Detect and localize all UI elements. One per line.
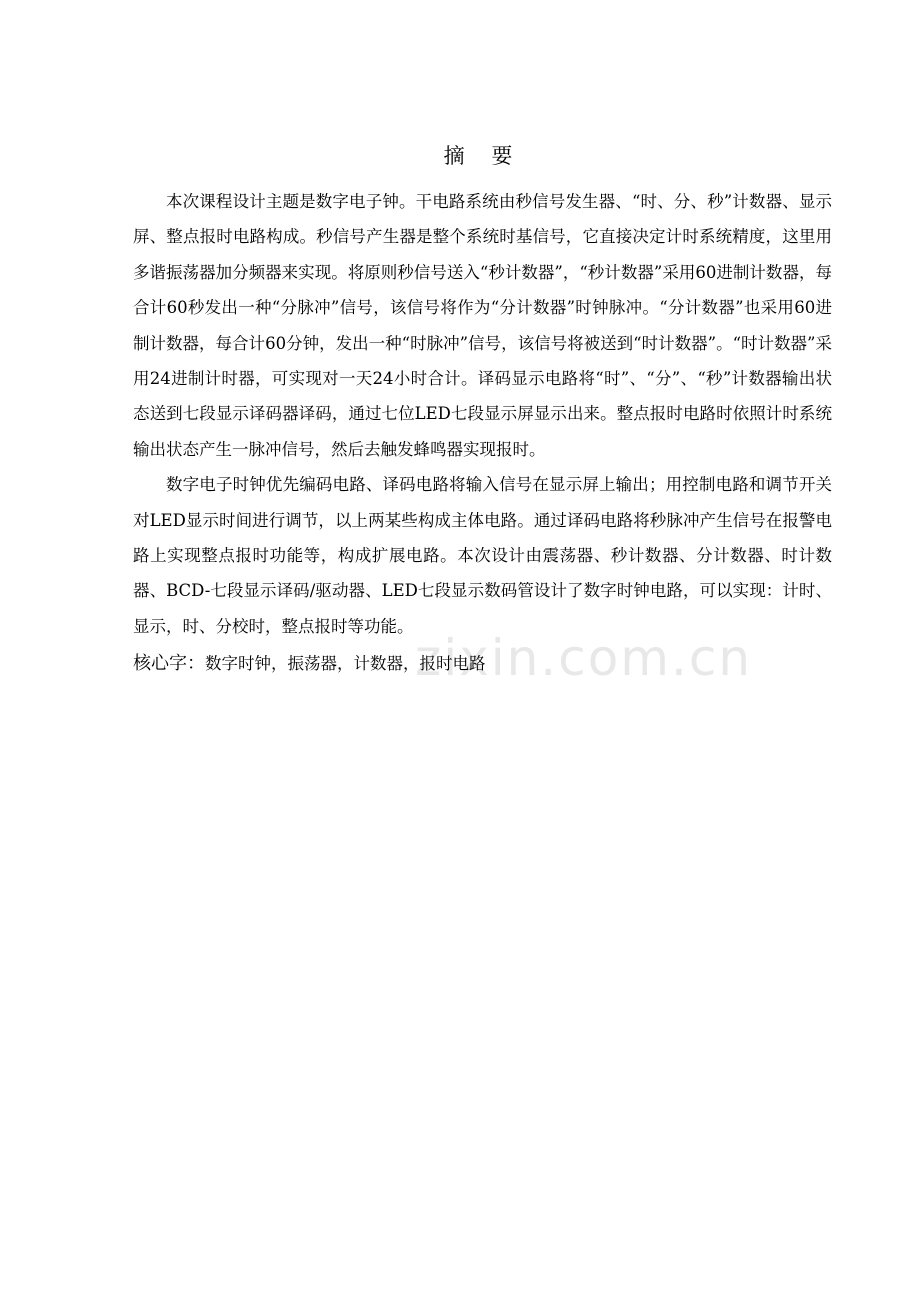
abstract-body — [133, 184, 832, 682]
abstract-paragraph-1: 本次课程设计主题是数字电子钟。干电路系统由秒信号发生器、“时、分、秒”计数器、显示屏、整点报时电路构成。秒信号产生器是整个系统时基信号，它直接决定计时系统精度，这里用多谐振荡器加分频器来实现。将原则秒信号送入“秒计数器”，“秒计数器”采用60进制计数器，每合计60秒发出一种“分脉冲”信号，该信号将作为“分计数器”时钟脉冲。“分计数器”也采用60进制计数器，每合计60分钟，发出一种“时脉冲”信号，该信号将被送到“时计数器”。“时计数器”采用24进制计时器，可实现对一天24小时合计。译码显示电路将“时”、“分”、“秒”计数器输出状态送到七段显示译码器译码，通过七位LED七段显示屏显示出来。整点报时电路时依照计时系统输出状态产生一脉冲信号，然后去触发蜂鸣器实现报时。 — [133, 192, 832, 459]
page-title: 摘 要 — [443, 144, 523, 168]
watermark: zixin.com.cn — [415, 629, 753, 687]
abstract-paragraph-2: 数字电子时钟优先编码电路、译码电路将输入信号在显示屏上输出；用控制电路和调节开关对LED显示时间进行调节，以上两某些构成主体电路。通过译码电路将秒脉冲产生信号在报警电路上实现整点报时功能等，构成扩展电路。本次设计由震荡器、秒计数器、分计数器、时计数器、BCD-七段显示译码/驱动器、LED七段显示数码管设计了数字时钟电路，可以实现：计时、显示，时、分校时，整点报时等功能。 — [133, 475, 832, 636]
keywords-line — [133, 646, 832, 681]
keywords-text: 数字时钟，振荡器，计数器，报时电路 — [205, 654, 486, 674]
keywords-label: 核心字： — [133, 653, 205, 675]
